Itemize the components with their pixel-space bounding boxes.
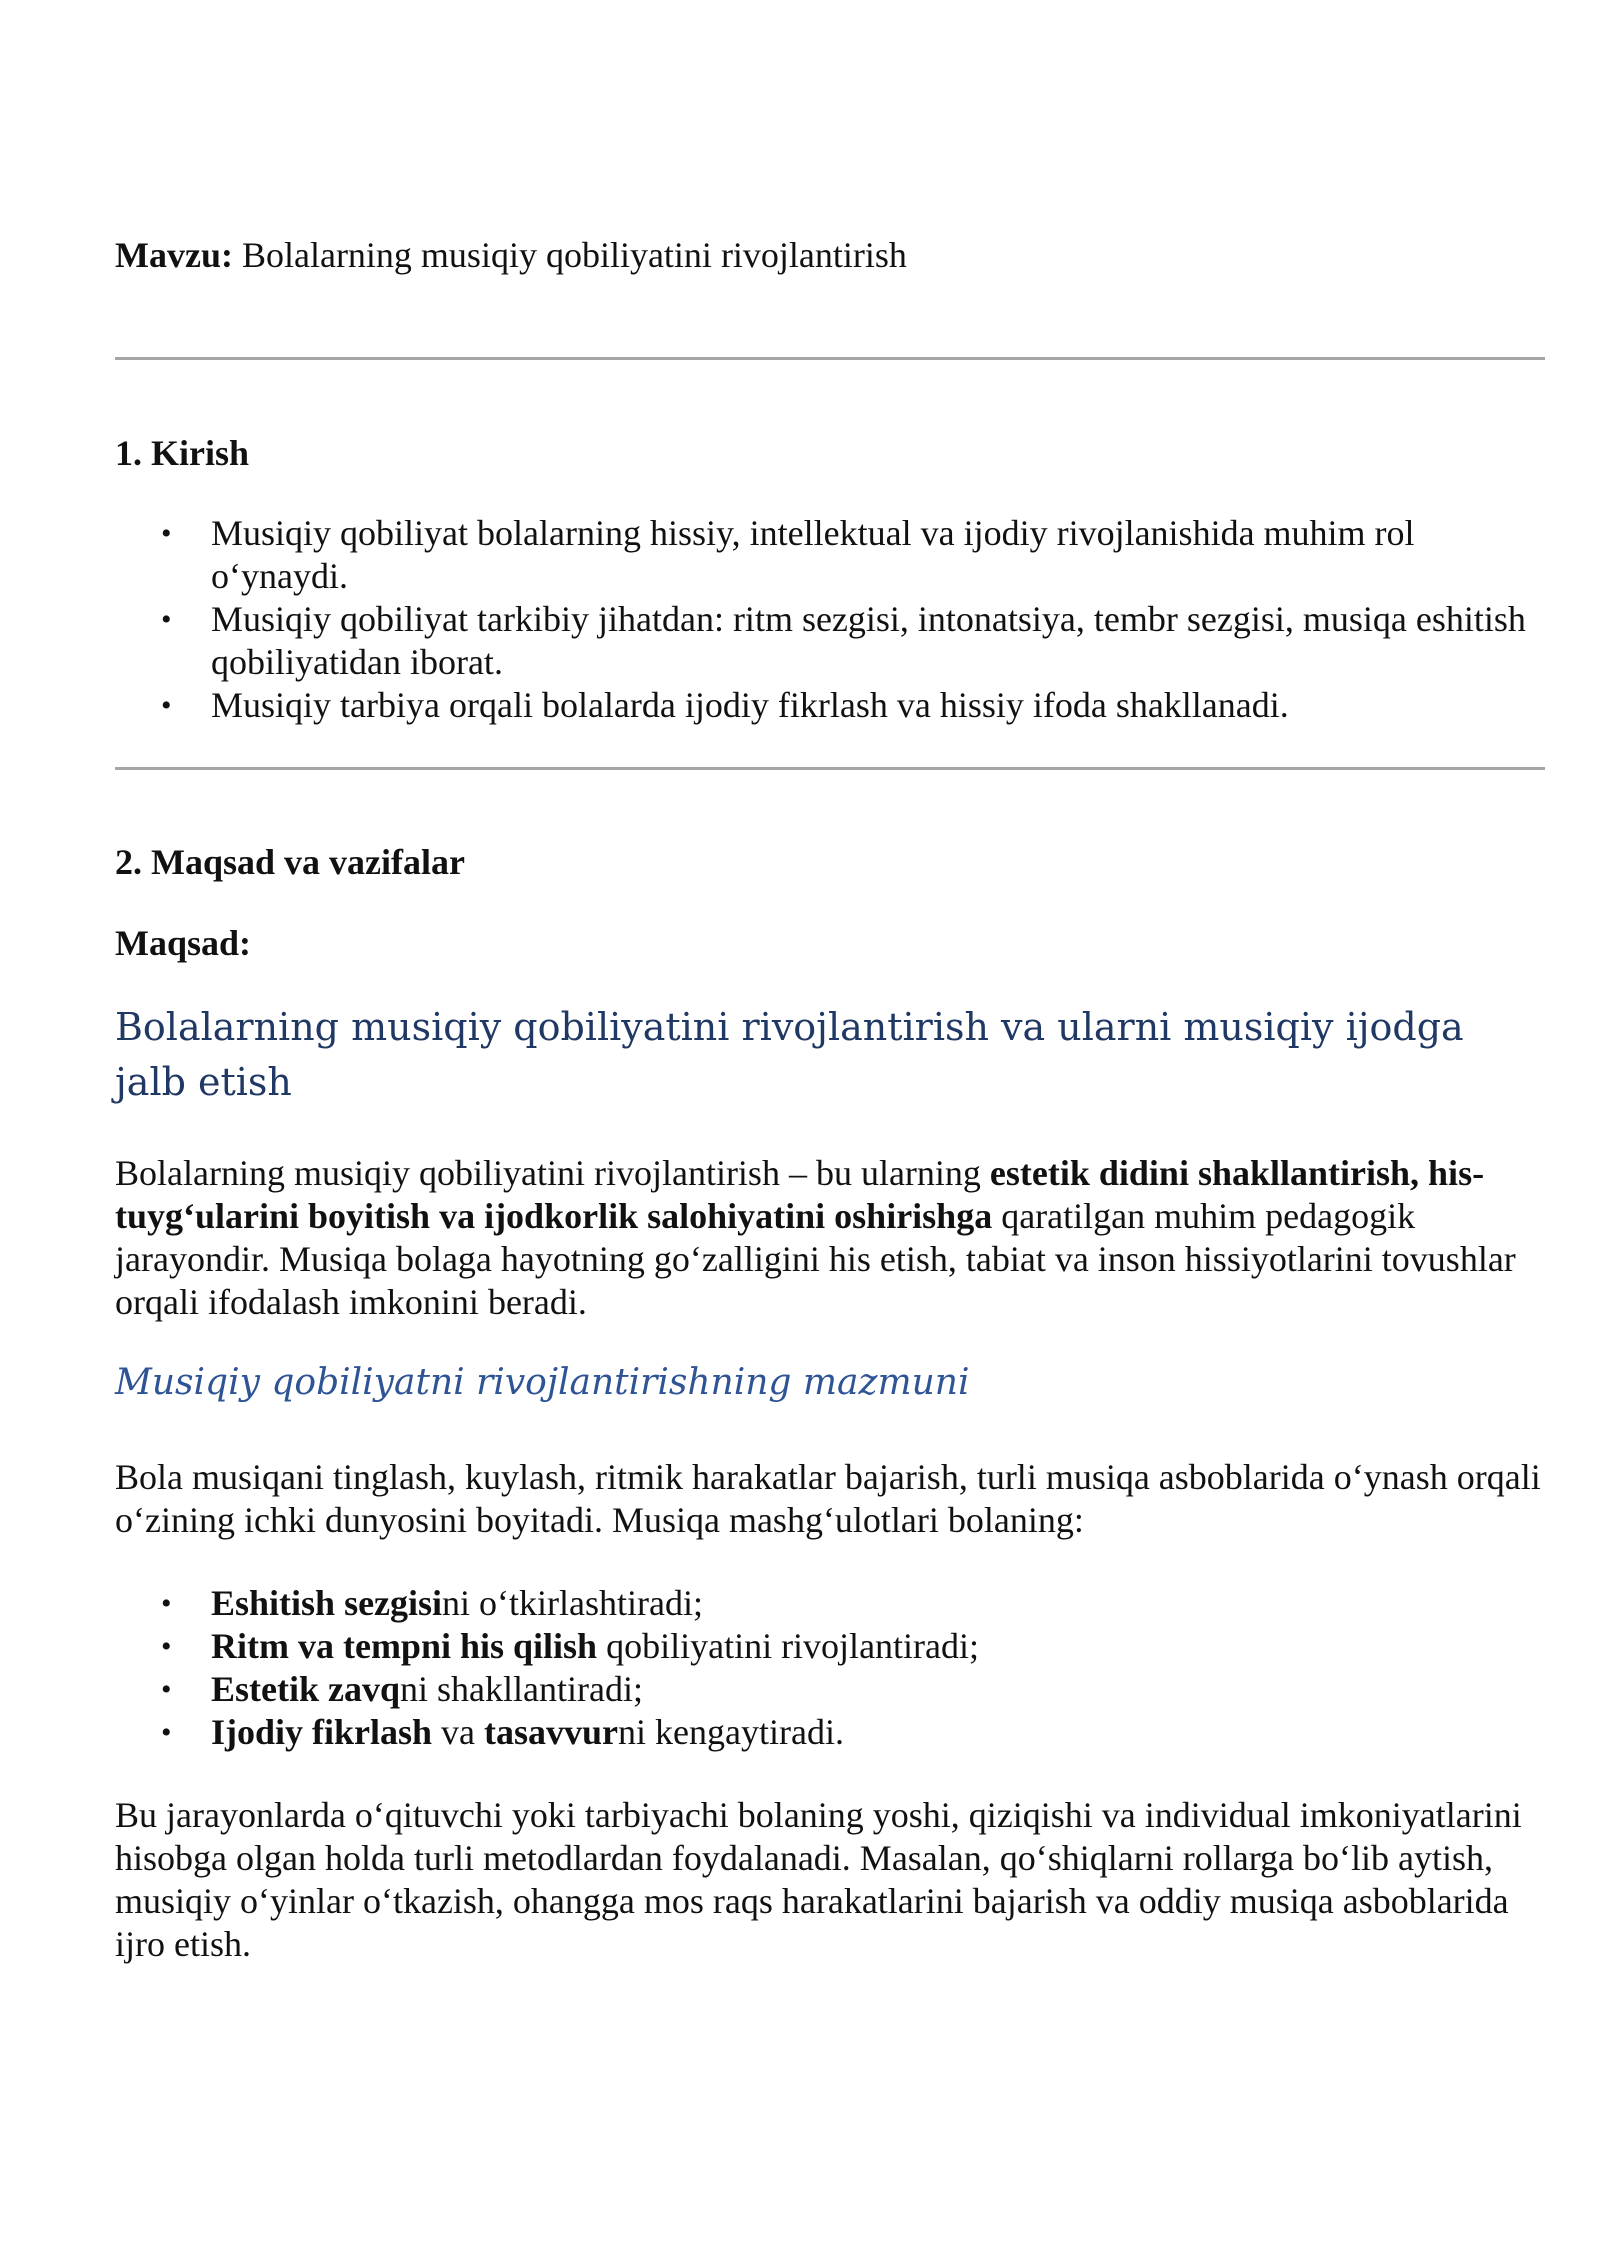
paragraph-content: Bola musiqani tinglash, kuylash, ritmik harakatlar bajarish, turli musiqa asboblarida o‘ynash orqali o‘zining ichki dunyosini boyitadi. Musiqa mashg‘ulotlari bolaning: (115, 1457, 1541, 1540)
list-item-text: ni kengaytiradi. (618, 1712, 844, 1752)
section-heading-kirish: 1. Kirish (115, 433, 250, 473)
topic-label: Mavzu: (115, 235, 233, 275)
list-item-bold: Ijodiy fikrlash (211, 1712, 433, 1752)
horizontal-rule (115, 767, 1545, 770)
section-heading-maqsad-vazifalar: 2. Maqsad va vazifalar (115, 842, 465, 882)
list-item: • Musiqiy qobiliyat bolalarning hissiy, intellektual va ijodiy rivojlanishida muhim rol o‘ynaydi. (211, 512, 1545, 598)
list-item-bold: Ritm va tempni his qilish (211, 1626, 598, 1666)
paragraph-text: Bolalarning musiqiy qobiliyatini rivojlantirish – bu ularning (115, 1153, 990, 1193)
paragraph-bold-text: estetik didini shakllantirish, his-tuyg‘ularini boyitish va ijodkorlik salohiyatini oshirishga (115, 1153, 1485, 1236)
topic-line (115, 234, 907, 277)
list-item-text: qobiliyatini rivojlantiradi; (597, 1626, 980, 1666)
list-item-text: ni shakllantiradi; (400, 1669, 643, 1709)
paragraph-text: qaratilgan muhim pedagogik jarayondir. Musiqa bolaga hayotning go‘zalligini his etish, tabiat va inson hissiyotlarini tovushlar orqali ifodalash imkonini beradi. (115, 1196, 1516, 1322)
list-item: • Musiqiy qobiliyat tarkibiy jihatdan: ritm sezgisi, intonatsiya, tembr sezgisi, musiqa eshitish qobiliyatidan iborat. (211, 598, 1545, 684)
maqsad-label: Maqsad: (115, 923, 252, 963)
intro-bullet-list (115, 512, 1545, 727)
list-item (211, 1711, 1545, 1754)
list-item-bold: tasavvur (484, 1712, 619, 1752)
topic-text: Bolalarning musiqiy qobiliyatini rivojlantirish (232, 235, 907, 275)
paragraph-intro (115, 1152, 1545, 1324)
list-item (211, 1625, 1545, 1668)
effects-bullet-list (115, 1582, 1545, 1754)
content-heading: Musiqiy qobiliyatni rivojlantirishning mazmuni (115, 1362, 970, 1403)
list-item-text: va (432, 1712, 485, 1752)
list-item-text: ni o‘tkirlashtiradi; (442, 1583, 703, 1623)
list-item: • Musiqiy tarbiya orqali bolalarda ijodiy fikrlash va hissiy ifoda shakllanadi. (211, 684, 1545, 727)
horizontal-rule (115, 357, 1545, 360)
goal-heading: Bolalarning musiqiy qobiliyatini rivojlantirish va ularni musiqiy ijodga jalb etish (115, 1005, 1464, 1104)
list-item-bold: Estetik zavq (211, 1669, 400, 1709)
list-item (211, 1668, 1545, 1711)
list-item (211, 1582, 1545, 1625)
paragraph-methods: Bu jarayonlarda o‘qituvchi yoki tarbiyachi bolaning yoshi, qiziqishi va individual imkoniyatlarini hisobga olgan holda turli metodlardan foydalanadi. Masalan, qo‘shiqlarni rollarga bo‘lib aytish, musiqiy o‘yinlar o‘tkazish, ohangga mos raqs harakatlarini bajarish va oddiy musiqa asboblarida ijro etish. (115, 1795, 1522, 1964)
list-item-bold: Eshitish sezgisi (211, 1583, 443, 1623)
